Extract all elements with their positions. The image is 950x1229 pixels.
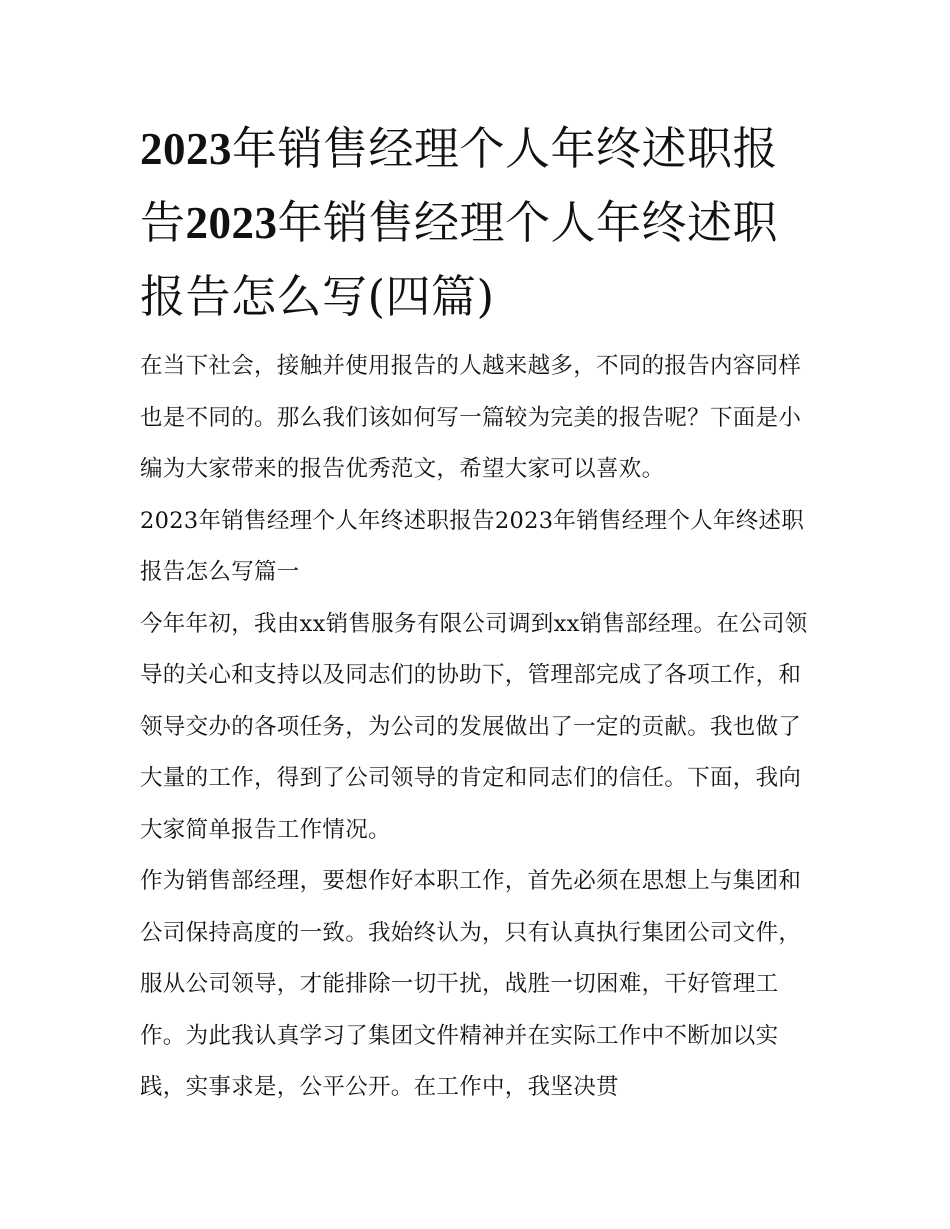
- section-heading: 2023年销售经理个人年终述职报告2023年销售经理个人年终述职报告怎么写篇一: [140, 507, 805, 585]
- document-content: [140, 112, 820, 1114]
- document-title: 2023年销售经理个人年终述职报告2023年销售经理个人年终述职报告怎么写(四篇): [140, 122, 779, 323]
- body-paragraph: 今年年初，我由xx销售服务有限公司调到xx销售部经理。在公司领导的关心和支持以及同志们的协助下，管理部完成了各项工作，和领导交办的各项任务，为公司的发展做出了一定的贡献。我也做了大量的工作，得到了公司领导的肯定和同志们的信任。下面，我向大家简单报告工作情况。: [140, 610, 808, 843]
- document-body: [140, 341, 820, 1114]
- body-paragraph: 作为销售部经理，要想作好本职工作，首先必须在思想上与集团和公司保持高度的一致。我始终认为，只有认真执行集团公司文件，服从公司领导，才能排除一切干扰，战胜一切困难，干好管理工作。为此我认真学习了集团文件精神并在实际工作中不断加以实践，实事求是，公平公开。在工作中，我坚决贯: [140, 868, 802, 1100]
- intro-paragraph: 在当下社会，接触并使用报告的人越来越多，不同的报告内容同样也是不同的。那么我们该如何写一篇较为完美的报告呢？下面是小编为大家带来的报告优秀范文，希望大家可以喜欢。: [140, 353, 802, 482]
